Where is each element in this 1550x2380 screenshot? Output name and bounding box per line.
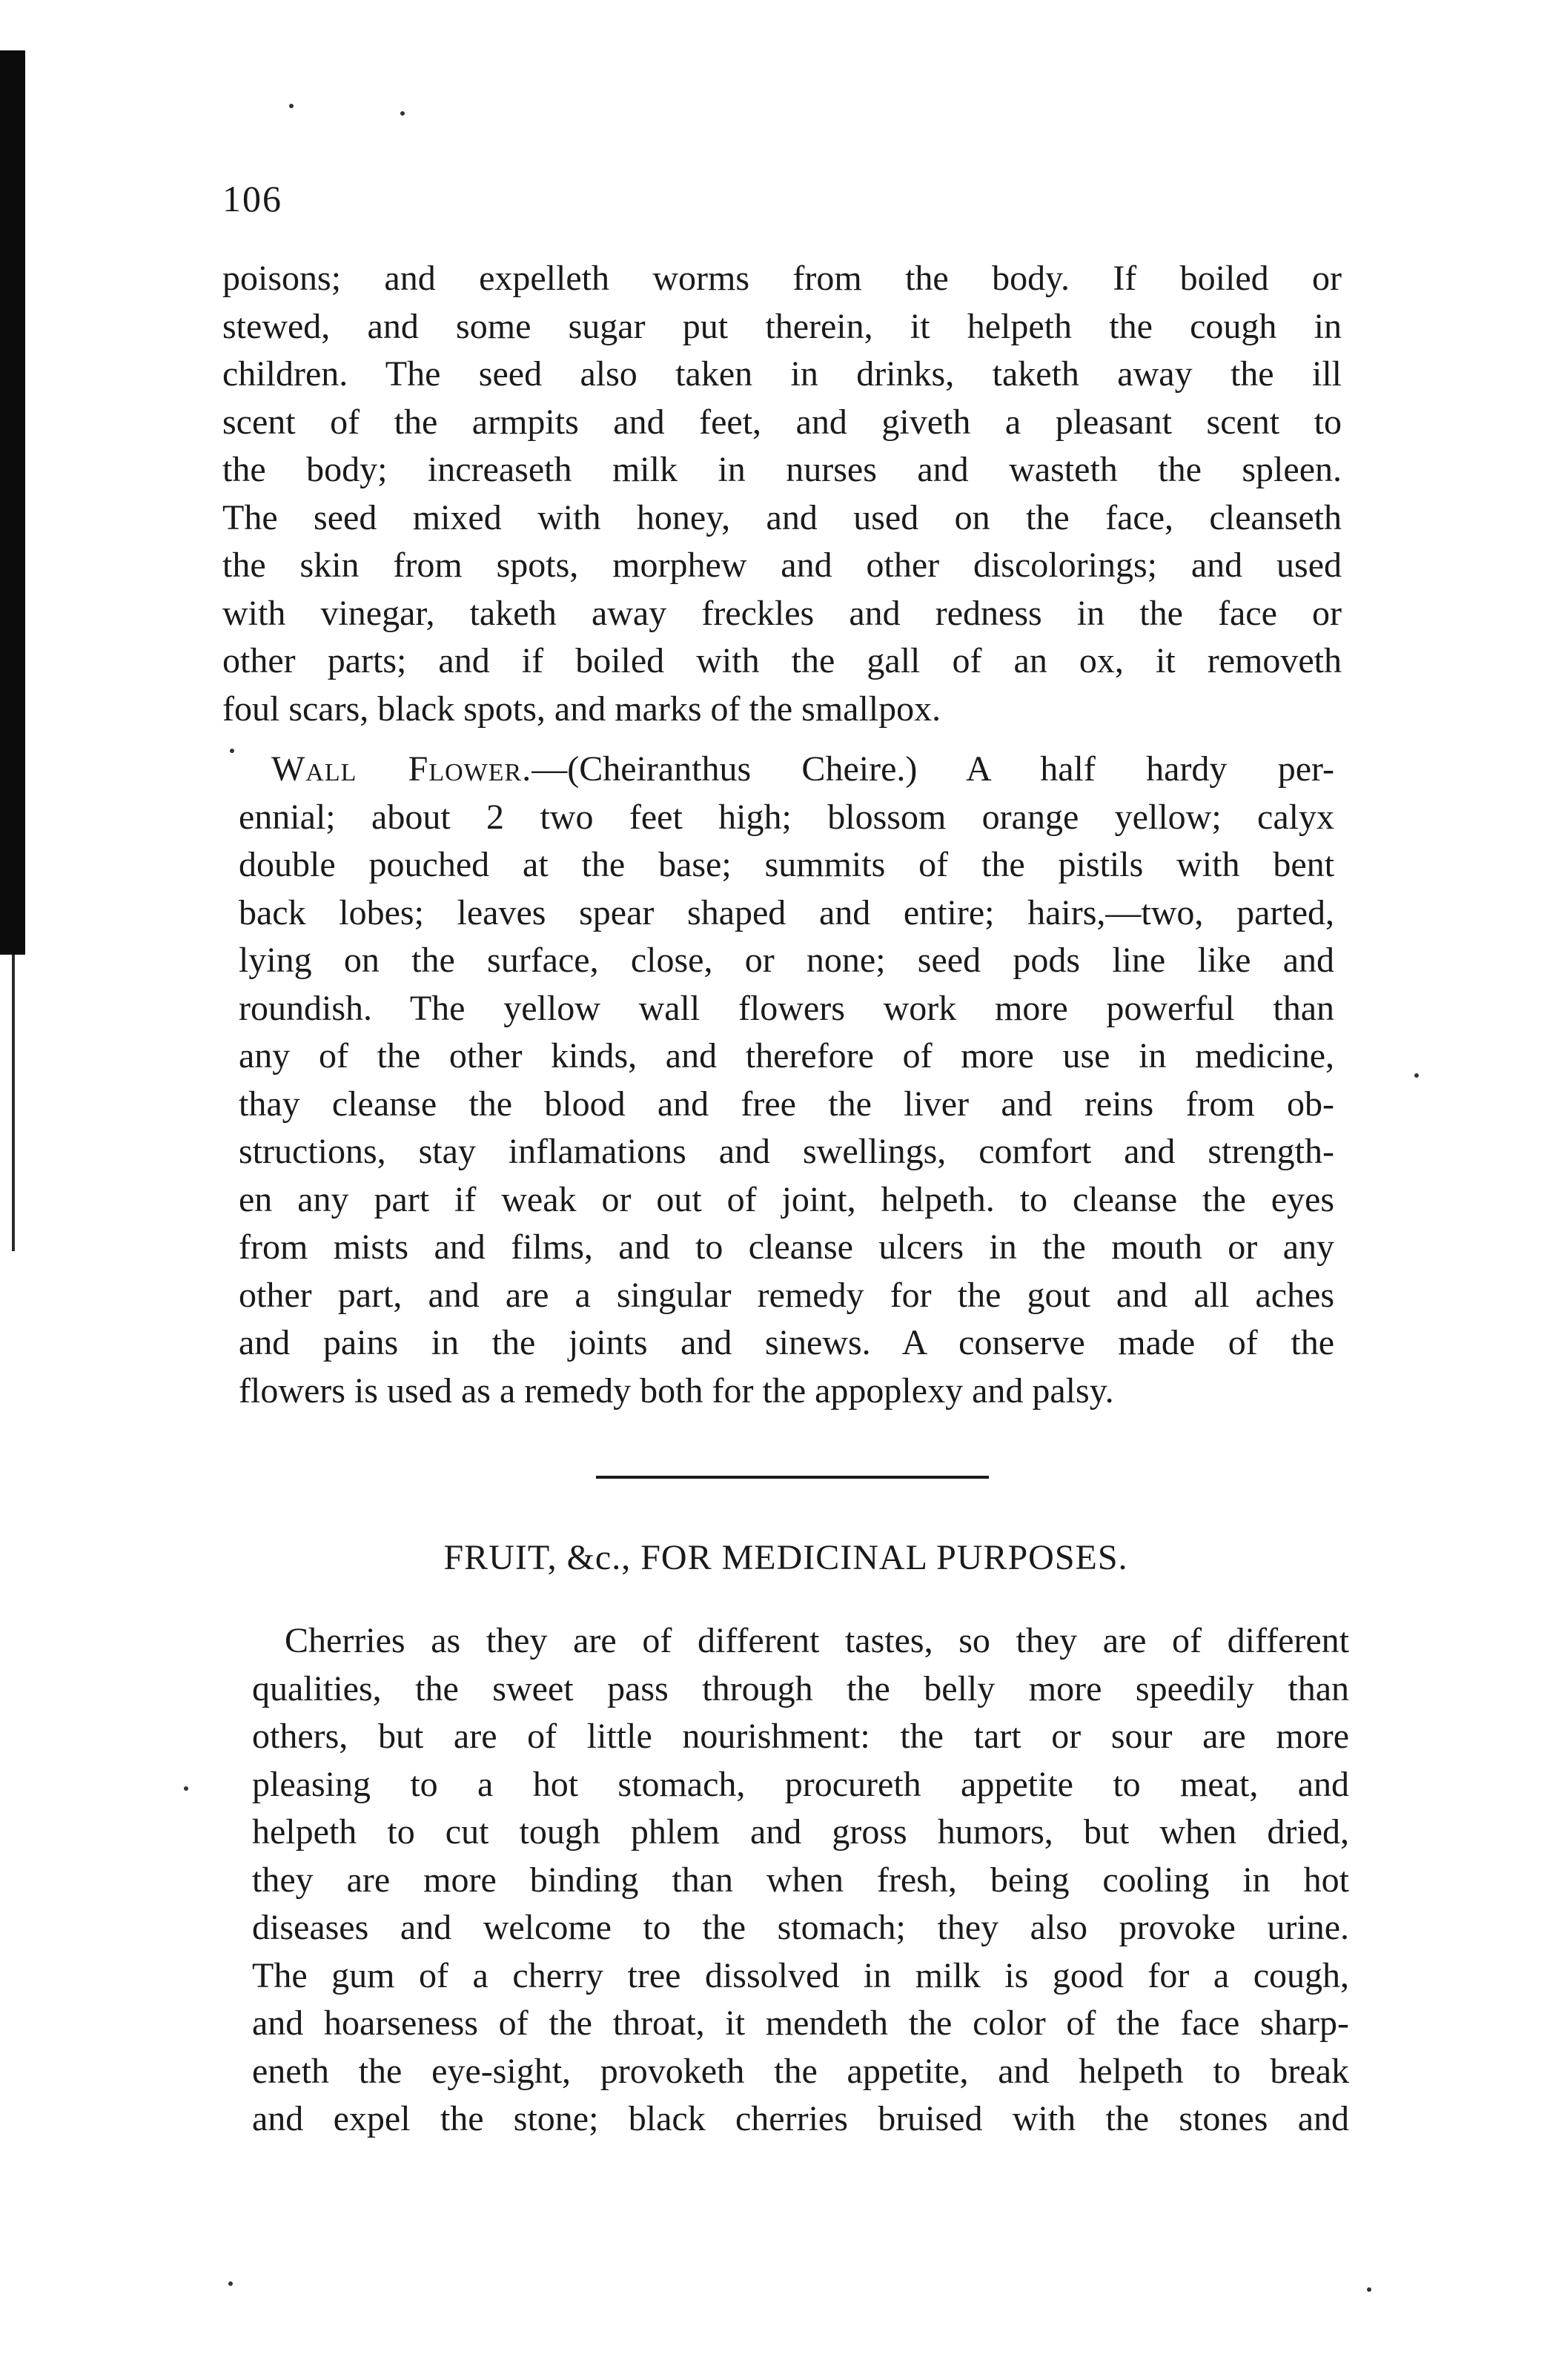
text-line: helpeth to cut tough phlem and gross humors, but when dried, <box>252 1812 1349 1852</box>
text-line: diseases and welcome to the stomach; they also provoke urine. <box>252 1908 1349 1947</box>
entry-first-line-text: —(Cheiranthus Cheire.) A half hardy per- <box>531 749 1335 789</box>
scan-speck <box>230 749 234 753</box>
paragraph-poisons <box>222 255 1342 733</box>
text-line: structions, stay inflamations and swellings, comfort and strength- <box>239 1132 1334 1171</box>
text-line: any of the other kinds, and therefore of more use in medicine, <box>239 1036 1334 1075</box>
text-line: en any part if weak or out of joint, helpeth. to cleanse the eyes <box>239 1179 1334 1219</box>
section-divider <box>596 1476 989 1479</box>
text-line: they are more binding than when fresh, being cooling in hot <box>252 1860 1349 1900</box>
text-line: roundish. The yellow wall flowers work more powerful than <box>239 988 1334 1028</box>
text-line: The seed mixed with honey, and used on the face, cleanseth <box>222 497 1342 537</box>
entry-name: Wall Flower. <box>271 749 532 789</box>
text-line: foul scars, black spots, and marks of the smallpox. <box>222 689 941 729</box>
text-line: thay cleanse the blood and free the liver and reins from ob- <box>239 1084 1334 1124</box>
text-line: the skin from spots, morphew and other discolorings; and used <box>222 546 1342 585</box>
text-line: The gum of a cherry tree dissolved in milk is good for a cough, <box>252 1955 1349 1995</box>
text-line: from mists and films, and to cleanse ulcers in the mouth or any <box>239 1227 1334 1267</box>
paragraph-cherries <box>252 1617 1349 2144</box>
scan-speck <box>228 2281 233 2286</box>
paragraph-wall-flower <box>239 746 1334 1415</box>
scan-binding-edge <box>0 50 25 955</box>
page-number: 106 <box>222 178 282 219</box>
text-line: poisons; and expelleth worms from the body. If boiled or <box>222 259 1342 298</box>
text-line: with vinegar, taketh away freckles and redness in the face or <box>222 593 1342 633</box>
text-line: Cherries as they are of different tastes, so they are of different <box>285 1621 1349 1660</box>
text-line: eneth the eye-sight, provoketh the appetite, and helpeth to break <box>252 2051 1349 2091</box>
text-line: others, but are of little nourishment: the tart or sour are more <box>252 1717 1349 1756</box>
scan-speck <box>1367 2287 1371 2292</box>
text-line: other part, and are a singular remedy for the gout and all aches <box>239 1275 1334 1315</box>
text-line: and hoarseness of the throat, it mendeth the color of the face sharp- <box>252 2003 1349 2043</box>
text-line: back lobes; leaves spear shaped and entire; hairs,—two, parted, <box>239 892 1334 932</box>
text-line: and expel the stone; black cherries bruised with the stones and <box>252 2099 1349 2138</box>
text-line: pleasing to a hot stomach, procureth appetite to meat, and <box>252 1764 1349 1804</box>
text-line: lying on the surface, close, or none; seed pods line like and <box>239 941 1334 980</box>
scan-margin-line <box>12 955 15 1251</box>
text-line: scent of the armpits and feet, and giveth a pleasant scent to <box>222 402 1342 442</box>
text-line: stewed, and some sugar put therein, it helpeth the cough in <box>222 306 1342 346</box>
text-line: and pains in the joints and sinews. A conserve made of the <box>239 1323 1334 1362</box>
wall-flower-first-line <box>239 746 1334 794</box>
text-line: double pouched at the base; summits of the pistils with bent <box>239 845 1334 884</box>
text-line: other parts; and if boiled with the gall of an ox, it removeth <box>222 641 1342 680</box>
scan-speck <box>1414 1073 1419 1078</box>
scan-speck <box>184 1786 188 1791</box>
text-line: the body; increaseth milk in nurses and wasteth the spleen. <box>222 450 1342 489</box>
scan-speck <box>400 111 405 116</box>
text-line: flowers is used as a remedy both for the appoplexy and palsy. <box>239 1370 1114 1411</box>
text-line: ennial; about 2 two feet high; blossom orange yellow; calyx <box>239 797 1334 837</box>
scan-speck <box>289 104 294 108</box>
text-line: qualities, the sweet pass through the belly more speedily than <box>252 1668 1349 1708</box>
text-line: children. The seed also taken in drinks, taketh away the ill <box>222 354 1342 394</box>
section-heading: FRUIT, &c., FOR MEDICINAL PURPOSES. <box>443 1538 1128 1577</box>
